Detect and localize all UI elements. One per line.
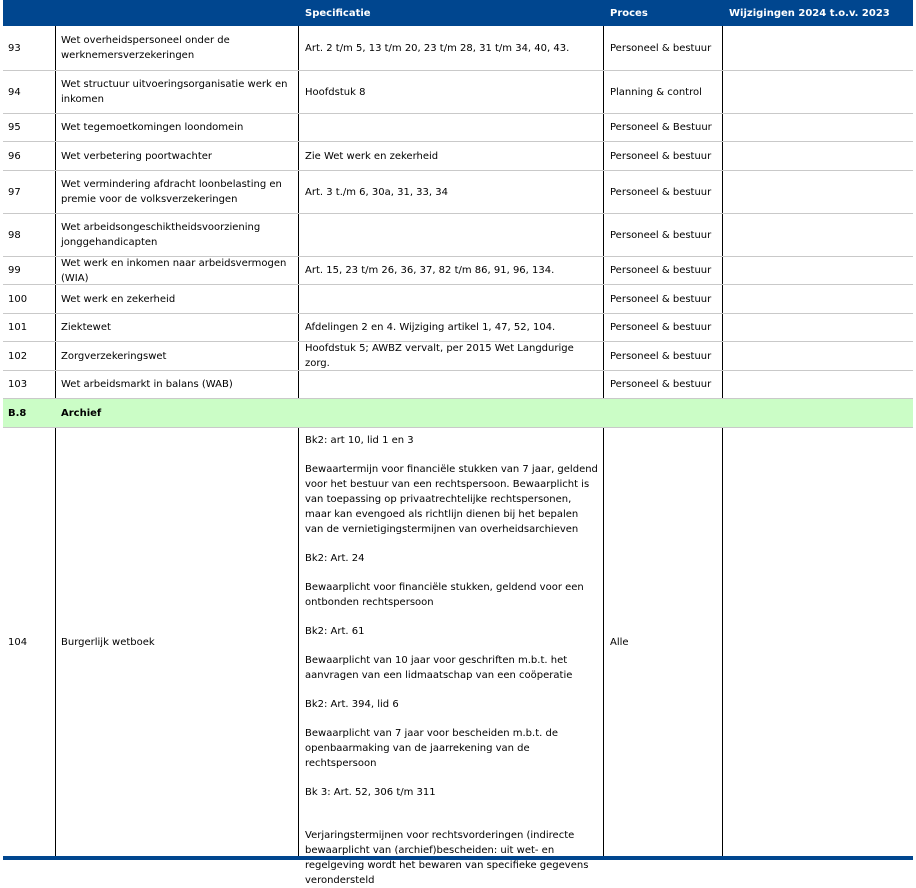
row-process: Alle (604, 428, 723, 856)
row-specification (299, 214, 604, 256)
row-number: 96 (3, 142, 56, 170)
row-number: 99 (3, 257, 56, 284)
row-law-name: Wet werk en inkomen naar arbeidsvermogen (WIA) (56, 257, 299, 284)
row-changes (723, 314, 913, 341)
header-proces: Proces (610, 7, 648, 19)
table-row (3, 371, 913, 399)
row-law-name: Wet arbeidsongeschiktheidsvoorziening jonggehandicapten (56, 214, 299, 256)
row-specification: Art. 3 t./m 6, 30a, 31, 33, 34 (299, 171, 604, 213)
row-law-name: Burgerlijk wetboek (56, 428, 299, 856)
row-changes (723, 371, 913, 398)
row-process: Personeel & bestuur (604, 142, 723, 170)
row-specification: Art. 2 t/m 5, 13 t/m 20, 23 t/m 28, 31 t/m 34, 40, 43. (299, 26, 604, 70)
table-row (3, 171, 913, 214)
row-changes (723, 214, 913, 256)
spec-paragraph: Bewaarplicht van 10 jaar voor geschriften m.b.t. het aanvragen van een lidmaatschap van een coöperatie (305, 655, 573, 681)
spec-paragraph: Bk2: Art. 61 (305, 626, 365, 637)
row-number: 98 (3, 214, 56, 256)
row-changes (723, 285, 913, 313)
table-row (3, 26, 913, 71)
row-law-name: Wet vermindering afdracht loonbelasting en premie voor de volksverzekeringen (56, 171, 299, 213)
row-law-name: Wet werk en zekerheid (56, 285, 299, 313)
row-number: 95 (3, 114, 56, 141)
row-changes (723, 114, 913, 141)
row-number: 103 (3, 371, 56, 398)
row-process: Personeel & bestuur (604, 171, 723, 213)
row-process: Personeel & bestuur (604, 314, 723, 341)
table-row (3, 285, 913, 314)
row-number: 97 (3, 171, 56, 213)
header-specificatie: Specificatie (305, 7, 371, 19)
table-row (3, 428, 913, 886)
table-row (3, 342, 913, 371)
row-specification: Afdelingen 2 en 4. Wijziging artikel 1, 47, 52, 104. (299, 314, 604, 341)
header-col-nr (3, 0, 56, 26)
spec-paragraph: Bewaartermijn voor financiële stukken van 7 jaar, geldend voor het bestuur van een rechtspersoon. Bewaarplicht is van toepassing op privaatrechtelijke rechtspersonen, maar kan evengoed als richtlijn dienen bij het bepalen van de vernietigingstermijnen van overheidsarchieven (305, 464, 598, 535)
table-row (3, 214, 913, 257)
row-specification: Zie Wet werk en zekerheid (299, 142, 604, 170)
row-changes (723, 142, 913, 170)
row-law-name: Wet overheidspersoneel onder de werknemersverzekeringen (56, 26, 299, 70)
row-specification (299, 285, 604, 313)
row-changes (723, 171, 913, 213)
row-number: 94 (3, 71, 56, 113)
row-changes (723, 428, 913, 856)
header-col-name (56, 0, 299, 26)
row-process: Personeel & Bestuur (604, 114, 723, 141)
row-specification-paragraphs (299, 428, 604, 886)
row-number: 100 (3, 285, 56, 313)
row-number: 101 (3, 314, 56, 341)
table-row (3, 314, 913, 342)
row-law-name: Wet structuur uitvoeringsorganisatie werk en inkomen (56, 71, 299, 113)
spec-paragraph: Bk 3: Art. 52, 306 t/m 311 (305, 787, 436, 798)
row-law-name: Wet verbetering poortwachter (56, 142, 299, 170)
table-row (3, 114, 913, 142)
row-number: 102 (3, 342, 56, 370)
row-process: Planning & control (604, 71, 723, 113)
section-title: Archief (61, 407, 102, 419)
row-specification: Art. 15, 23 t/m 26, 36, 37, 82 t/m 86, 91, 96, 134. (299, 257, 604, 284)
row-law-name: Wet arbeidsmarkt in balans (WAB) (56, 371, 299, 398)
row-law-name: Ziektewet (56, 314, 299, 341)
row-law-name: Wet tegemoetkomingen loondomein (56, 114, 299, 141)
regulation-table (3, 0, 913, 886)
spec-paragraph: Bewaarplicht voor financiële stukken, geldend voor een ontbonden rechtspersoon (305, 582, 584, 608)
row-process: Personeel & bestuur (604, 214, 723, 256)
row-number: 93 (3, 26, 56, 70)
spec-paragraph: Bk2: Art. 394, lid 6 (305, 699, 399, 710)
header-wijzigingen: Wijzigingen 2024 t.o.v. 2023 (729, 7, 890, 19)
row-number: 104 (3, 428, 56, 856)
row-specification (299, 371, 604, 398)
row-specification: Hoofdstuk 5; AWBZ vervalt, per 2015 Wet Langdurige zorg. (299, 342, 604, 370)
row-process: Personeel & bestuur (604, 26, 723, 70)
row-law-name: Zorgverzekeringswet (56, 342, 299, 370)
row-process: Personeel & bestuur (604, 371, 723, 398)
table-bottom-border (3, 856, 913, 860)
row-specification (299, 114, 604, 141)
spec-paragraph: Bk2: Art. 24 (305, 553, 365, 564)
row-process: Personeel & bestuur (604, 342, 723, 370)
row-changes (723, 342, 913, 370)
row-changes (723, 26, 913, 70)
row-process: Personeel & bestuur (604, 257, 723, 284)
row-specification: Hoofdstuk 8 (299, 71, 604, 113)
section-code: B.8 (8, 407, 27, 419)
spec-paragraph: Bk2: art 10, lid 1 en 3 (305, 435, 414, 446)
table-row (3, 257, 913, 285)
table-row (3, 71, 913, 114)
table-row (3, 142, 913, 171)
row-process: Personeel & bestuur (604, 285, 723, 313)
spec-paragraph: Bewaarplicht van 7 jaar voor bescheiden m.b.t. de openbaarmaking van de jaarrekening van de rechtspersoon (305, 728, 558, 769)
section-row-archief (3, 399, 913, 428)
row-changes (723, 257, 913, 284)
spec-paragraph: Verjaringstermijnen voor rechtsvorderingen (indirecte bewaarplicht van (archief)bescheiden: uit wet- en regelgeving wordt het bewaren van specifieke gegevens verondersteld (305, 830, 589, 886)
table-header (3, 0, 913, 26)
row-changes (723, 71, 913, 113)
